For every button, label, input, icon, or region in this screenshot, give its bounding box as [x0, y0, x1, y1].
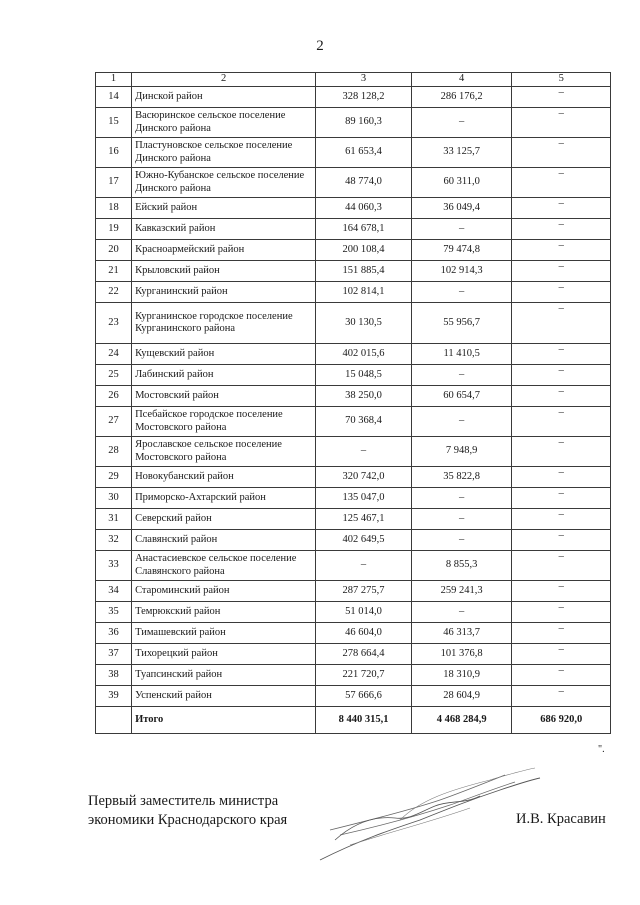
- row-value-col4: –: [411, 108, 511, 138]
- row-value-col3: 135 047,0: [316, 488, 412, 509]
- row-value-col3: 328 128,2: [316, 87, 412, 108]
- row-value-col4: –: [411, 488, 511, 509]
- row-value-col5: –: [512, 219, 611, 240]
- row-value-col5: –: [512, 282, 611, 303]
- table-row: [96, 509, 611, 530]
- row-number: 39: [96, 686, 132, 707]
- row-value-col4: 101 376,8: [411, 644, 511, 665]
- row-value-col4: –: [411, 282, 511, 303]
- row-value-col3: –: [316, 551, 412, 581]
- row-number: 35: [96, 602, 132, 623]
- total-row: [96, 707, 611, 734]
- row-value-col5: –: [512, 407, 611, 437]
- row-value-col5: –: [512, 386, 611, 407]
- row-value-col4: 55 956,7: [411, 303, 511, 344]
- table-row: [96, 344, 611, 365]
- row-value-col3: 164 678,1: [316, 219, 412, 240]
- row-value-col3: 320 742,0: [316, 467, 412, 488]
- row-value-col3: –: [316, 437, 412, 467]
- row-number: 34: [96, 581, 132, 602]
- row-name: Староминский район: [132, 581, 316, 602]
- row-value-col5: –: [512, 665, 611, 686]
- row-number: 32: [96, 530, 132, 551]
- position-line-1: Первый заместитель министра: [88, 793, 279, 809]
- row-value-col3: 287 275,7: [316, 581, 412, 602]
- closing-quote: ".: [598, 744, 605, 755]
- row-value-col4: 7 948,9: [411, 437, 511, 467]
- row-number: 22: [96, 282, 132, 303]
- row-value-col5: –: [512, 509, 611, 530]
- table-row: [96, 407, 611, 437]
- row-value-col4: 8 855,3: [411, 551, 511, 581]
- row-name: Приморско-Ахтарский район: [132, 488, 316, 509]
- row-value-col4: –: [411, 365, 511, 386]
- row-number: 26: [96, 386, 132, 407]
- row-number: 27: [96, 407, 132, 437]
- row-number: 28: [96, 437, 132, 467]
- row-number: 29: [96, 467, 132, 488]
- table-row: [96, 198, 611, 219]
- row-value-col5: –: [512, 467, 611, 488]
- table-row: [96, 467, 611, 488]
- row-value-col4: –: [411, 602, 511, 623]
- row-number: 18: [96, 198, 132, 219]
- row-value-col5: –: [512, 303, 611, 344]
- row-value-col5: –: [512, 602, 611, 623]
- signatory-name: И.В. Красавин: [516, 811, 606, 827]
- row-value-col5: –: [512, 551, 611, 581]
- row-value-col5: –: [512, 240, 611, 261]
- row-value-col3: 44 060,3: [316, 198, 412, 219]
- table-row: [96, 581, 611, 602]
- row-name: Пластуновское сельское поселение Динского района: [132, 138, 316, 168]
- row-name: Васюринское сельское поселение Динского района: [132, 108, 316, 138]
- table-row: [96, 644, 611, 665]
- table-row: [96, 87, 611, 108]
- row-name: Мостовский район: [132, 386, 316, 407]
- row-number: 21: [96, 261, 132, 282]
- header-cell-1: 1: [96, 73, 132, 87]
- table-row: [96, 602, 611, 623]
- row-number: 30: [96, 488, 132, 509]
- row-number: 37: [96, 644, 132, 665]
- row-number: 36: [96, 623, 132, 644]
- row-value-col3: 89 160,3: [316, 108, 412, 138]
- row-value-col3: 102 814,1: [316, 282, 412, 303]
- row-value-col5: –: [512, 488, 611, 509]
- row-value-col4: 60 311,0: [411, 168, 511, 198]
- header-cell-5: 5: [512, 73, 611, 87]
- row-value-col3: 57 666,6: [316, 686, 412, 707]
- row-name: Кавказский район: [132, 219, 316, 240]
- row-name: Тихорецкий район: [132, 644, 316, 665]
- row-name: Тимашевский район: [132, 623, 316, 644]
- row-value-col4: 36 049,4: [411, 198, 511, 219]
- table-row: [96, 365, 611, 386]
- row-value-col3: 151 885,4: [316, 261, 412, 282]
- row-name: Лабинский район: [132, 365, 316, 386]
- table-row: [96, 219, 611, 240]
- budget-table: [95, 72, 611, 734]
- row-value-col3: 70 368,4: [316, 407, 412, 437]
- table-row: [96, 240, 611, 261]
- table-row: [96, 686, 611, 707]
- row-value-col4: 33 125,7: [411, 138, 511, 168]
- row-value-col3: 402 015,6: [316, 344, 412, 365]
- table-row: [96, 437, 611, 467]
- row-name: Крыловский район: [132, 261, 316, 282]
- row-name: Северский район: [132, 509, 316, 530]
- row-value-col4: 35 822,8: [411, 467, 511, 488]
- row-value-col4: 259 241,3: [411, 581, 511, 602]
- row-value-col5: –: [512, 87, 611, 108]
- row-value-col5: –: [512, 623, 611, 644]
- row-value-col5: –: [512, 108, 611, 138]
- row-name: Красноармейский район: [132, 240, 316, 261]
- table-row: [96, 282, 611, 303]
- row-number: 38: [96, 665, 132, 686]
- row-value-col3: 61 653,4: [316, 138, 412, 168]
- row-value-col5: –: [512, 138, 611, 168]
- row-value-col5: –: [512, 581, 611, 602]
- table-row: [96, 530, 611, 551]
- header-cell-3: 3: [316, 73, 412, 87]
- row-value-col4: –: [411, 509, 511, 530]
- row-value-col4: 4 468 284,9: [411, 707, 511, 734]
- row-value-col3: 200 108,4: [316, 240, 412, 261]
- table-row: [96, 488, 611, 509]
- row-name: Динской район: [132, 87, 316, 108]
- row-value-col3: 51 014,0: [316, 602, 412, 623]
- table-row: [96, 261, 611, 282]
- row-value-col5: –: [512, 261, 611, 282]
- row-value-col5: –: [512, 168, 611, 198]
- row-name: Ейский район: [132, 198, 316, 219]
- table-row: [96, 138, 611, 168]
- table-row: [96, 623, 611, 644]
- row-value-col3: 402 649,5: [316, 530, 412, 551]
- row-name: Новокубанский район: [132, 467, 316, 488]
- row-value-col5: 686 920,0: [512, 707, 611, 734]
- row-name: Кущевский район: [132, 344, 316, 365]
- table-row: [96, 168, 611, 198]
- row-value-col4: 11 410,5: [411, 344, 511, 365]
- row-value-col4: 28 604,9: [411, 686, 511, 707]
- handwritten-signature: [300, 760, 550, 870]
- row-value-col5: –: [512, 644, 611, 665]
- row-value-col4: –: [411, 407, 511, 437]
- table-row: [96, 665, 611, 686]
- row-name: Итого: [132, 707, 316, 734]
- row-value-col4: 79 474,8: [411, 240, 511, 261]
- table-header-row: [96, 73, 611, 87]
- row-value-col4: –: [411, 530, 511, 551]
- row-name: Успенский район: [132, 686, 316, 707]
- signatory-position: [88, 792, 287, 830]
- row-number: 33: [96, 551, 132, 581]
- row-value-col3: 46 604,0: [316, 623, 412, 644]
- page-number: 2: [316, 38, 324, 54]
- row-value-col3: 8 440 315,1: [316, 707, 412, 734]
- header-cell-2: 2: [132, 73, 316, 87]
- table-row: [96, 303, 611, 344]
- row-value-col5: –: [512, 530, 611, 551]
- row-value-col3: 278 664,4: [316, 644, 412, 665]
- row-number: 15: [96, 108, 132, 138]
- row-name: Славянский район: [132, 530, 316, 551]
- row-name: Туапсинский район: [132, 665, 316, 686]
- row-name: Курганинское городское поселение Курганинского района: [132, 303, 316, 344]
- row-number: 24: [96, 344, 132, 365]
- row-name: Темрюкский район: [132, 602, 316, 623]
- position-line-2: экономики Краснодарского края: [88, 812, 288, 828]
- row-number: 25: [96, 365, 132, 386]
- row-value-col4: 286 176,2: [411, 87, 511, 108]
- row-name: Южно-Кубанское сельское поселение Динского района: [132, 168, 316, 198]
- table-row: [96, 108, 611, 138]
- row-number: 16: [96, 138, 132, 168]
- header-cell-4: 4: [411, 73, 511, 87]
- row-value-col5: –: [512, 344, 611, 365]
- row-value-col5: –: [512, 686, 611, 707]
- row-value-col4: 60 654,7: [411, 386, 511, 407]
- row-value-col5: –: [512, 437, 611, 467]
- row-name: Псебайское городское поселение Мостовского района: [132, 407, 316, 437]
- table-row: [96, 386, 611, 407]
- row-value-col3: 15 048,5: [316, 365, 412, 386]
- row-value-col4: 18 310,9: [411, 665, 511, 686]
- row-name: Ярославское сельское поселение Мостовского района: [132, 437, 316, 467]
- row-value-col4: 46 313,7: [411, 623, 511, 644]
- row-value-col3: 125 467,1: [316, 509, 412, 530]
- row-number: [96, 707, 132, 734]
- row-number: 31: [96, 509, 132, 530]
- row-number: 17: [96, 168, 132, 198]
- row-value-col3: 30 130,5: [316, 303, 412, 344]
- row-value-col5: –: [512, 198, 611, 219]
- row-value-col3: 221 720,7: [316, 665, 412, 686]
- row-number: 19: [96, 219, 132, 240]
- row-value-col4: –: [411, 219, 511, 240]
- row-name: Анастасиевское сельское поселение Славянского района: [132, 551, 316, 581]
- table-row: [96, 551, 611, 581]
- row-value-col3: 48 774,0: [316, 168, 412, 198]
- row-value-col4: 102 914,3: [411, 261, 511, 282]
- row-value-col3: 38 250,0: [316, 386, 412, 407]
- row-number: 20: [96, 240, 132, 261]
- row-number: 23: [96, 303, 132, 344]
- row-value-col5: –: [512, 365, 611, 386]
- row-name: Курганинский район: [132, 282, 316, 303]
- row-number: 14: [96, 87, 132, 108]
